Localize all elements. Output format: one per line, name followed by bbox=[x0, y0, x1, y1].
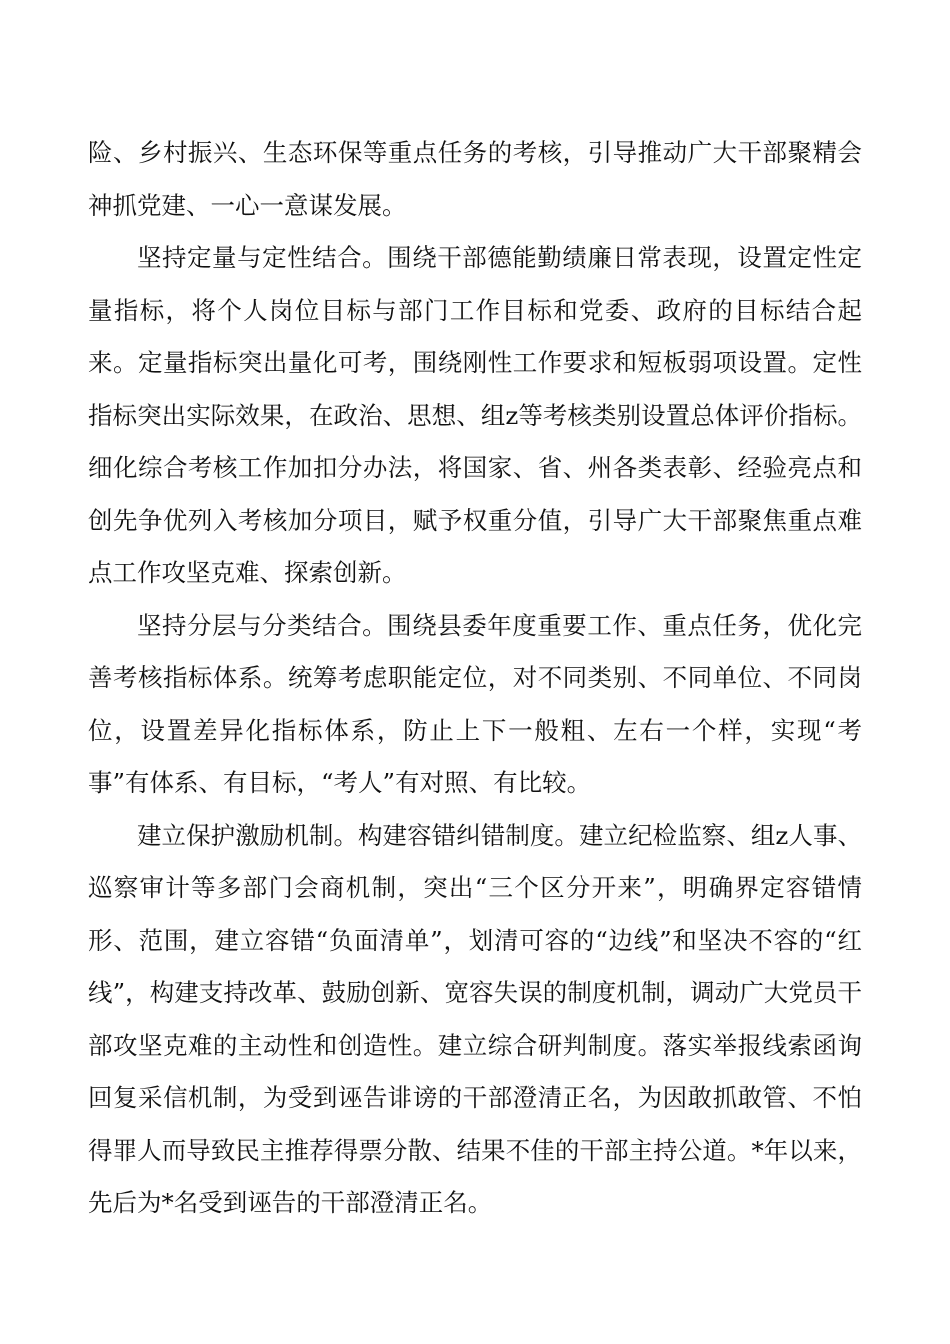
paragraph-quantitative-qualitative: 坚持定量与定性结合。围绕干部德能勤绩廉日常表现，设置定性定量指标，将个人岗位目标与部门工作目标和党委、政府的目标结合起来。定量指标突出量化可考，围绕刚性工作要求和短板弱项设置。定性指标突出实际效果，在政治、思想、组z等考核类别设置总体评价指标。细化综合考核工作加扣分办法，将国家、省、州各类表彰、经验亮点和创先争优列入考核加分项目，赋予权重分值，引导广大干部聚焦重点难点工作攻坚克难、探索创新。 bbox=[88, 243, 862, 587]
paragraph-layered-classified: 坚持分层与分类结合。围绕县委年度重要工作、重点任务，优化完善考核指标体系。统筹考虑职能定位，对不同类别、不同单位、不同岗位，设置差异化指标体系，防止上下一般粗、左右一个样，实现“考事”有体系、有目标，“考人”有对照、有比较。 bbox=[88, 610, 862, 797]
paragraph-continuation: 险、乡村振兴、生态环保等重点任务的考核，引导推动广大干部聚精会神抓党建、一心一意谋发展。 bbox=[88, 138, 862, 220]
paragraph-protection-incentive: 建立保护激励机制。构建容错纠错制度。建立纪检监察、组z人事、巡察审计等多部门会商机制，突出“三个区分开来”，明确界定容错情形、范围，建立容错“负面清单”，划清可容的“边线”和坚决不容的“红线”，构建支持改革、鼓励创新、宽容失误的制度机制，调动广大党员干部攻坚克难的主动性和创造性。建立综合研判制度。落实举报线索函询回复采信机制，为受到诬告诽谤的干部澄清正名，为因敢抓敢管、不怕得罪人而导致民主推荐得票分散、结果不佳的干部主持公道。*年以来，先后为*名受到诬告的干部澄清正名。 bbox=[88, 820, 862, 1217]
document-body bbox=[88, 127, 862, 1230]
